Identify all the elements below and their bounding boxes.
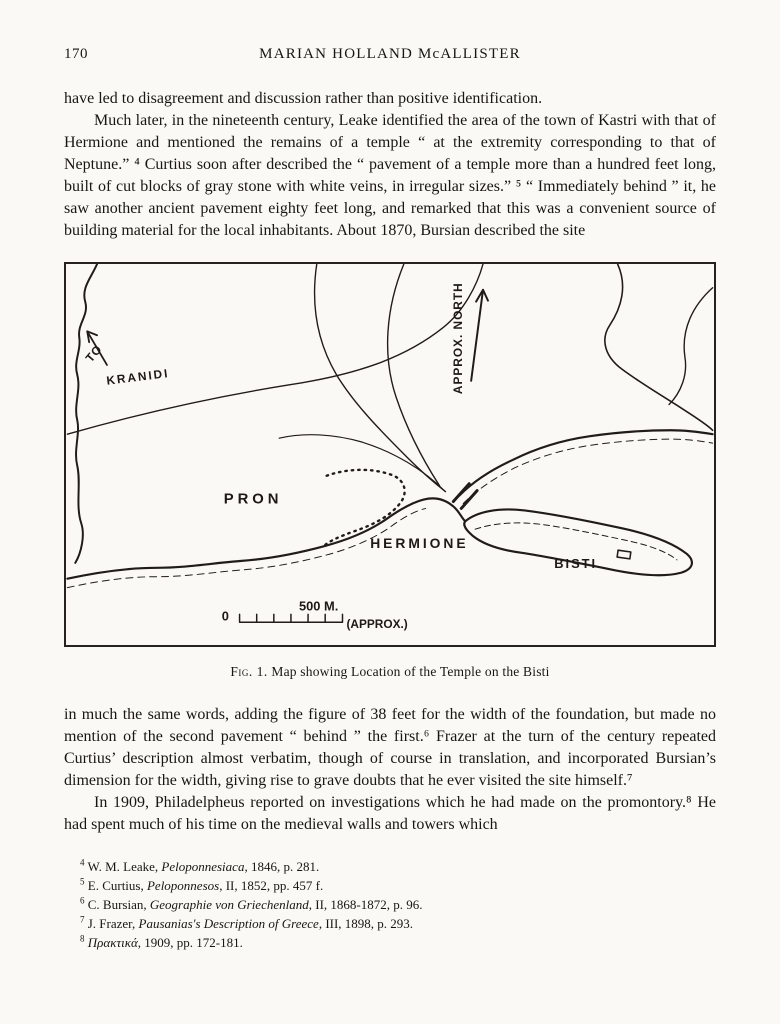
footnote-text: , II, 1852, pp. 457 f. xyxy=(219,878,324,893)
footnote-text: C. Bursian, xyxy=(84,897,150,912)
footnote-marker: 8 xyxy=(80,933,85,944)
road-path xyxy=(388,264,440,486)
footnote-text: E. Curtius, xyxy=(84,878,147,893)
peninsula-hatch xyxy=(475,523,677,560)
article-body xyxy=(64,88,716,836)
footnote-4 xyxy=(64,857,716,876)
footnote-text: , 1909, pp. 172-181. xyxy=(137,935,243,950)
footnote-marker: 6 xyxy=(80,895,85,906)
figure-caption xyxy=(64,661,716,683)
footnote-title: Peloponnesos xyxy=(146,878,220,893)
coastline-hatch xyxy=(463,439,712,503)
temple-mark xyxy=(617,550,631,559)
figure-caption-text: Map showing Location of the Temple on the Bisti xyxy=(271,664,550,679)
footnote-title: Pausanias's Description of Greece xyxy=(138,916,319,931)
map-label-hermione: HERMIONE xyxy=(370,535,469,552)
footnote-marker: 7 xyxy=(80,914,85,925)
footnote-text: , 1846, p. 281. xyxy=(244,859,320,874)
paragraph-3: in much the same words, adding the figure of 38 feet for the width of the foundation, but made no mention of the second pavement “ behind ” the first.⁶ Frazer at the turn of the century repeated Curtius’ description almost verbatim, though of course in translation, and incorporated Bursian’s dimension for the width, giving rise to grave doubts that he ever visited the site himself.⁷ xyxy=(64,706,716,789)
footnote-text: J. Frazer, xyxy=(84,916,139,931)
figure-caption-label: Fig. 1. xyxy=(230,664,268,679)
scale-bar xyxy=(240,614,343,622)
terrain-path xyxy=(605,264,713,430)
map-figure xyxy=(64,262,716,683)
footnote-text: , III, 1898, p. 293. xyxy=(318,916,414,931)
footnote-6 xyxy=(64,895,716,914)
coastline-path xyxy=(459,430,712,495)
running-head xyxy=(64,46,716,63)
paragraph-4: In 1909, Philadelpheus reported on investigations which he had made on the promontory.⁸ He had spent much of his time on the medieval walls and towers which xyxy=(64,794,716,833)
road-path xyxy=(279,435,445,492)
stream-path xyxy=(75,264,97,563)
paragraph-1: have led to disagreement and discussion rather than positive identification. xyxy=(64,90,543,107)
map-canvas xyxy=(64,262,716,647)
road-path xyxy=(67,264,483,434)
page-number: 170 xyxy=(64,46,88,62)
footnote-5 xyxy=(64,876,716,895)
road-path xyxy=(315,264,446,492)
terrain-path xyxy=(669,288,713,405)
scale-approx-label: (APPROX.) xyxy=(346,617,408,632)
footnote-title: Geographie von Griechenland xyxy=(149,897,309,912)
footnote-text: W. M. Leake, xyxy=(84,859,162,874)
footnote-title: Peloponnesiaca xyxy=(161,859,245,874)
footnotes-section xyxy=(64,857,716,952)
footnote-text: , II, 1868-1872, p. 96. xyxy=(308,897,423,912)
map-label-approx-north: APPROX. NORTH xyxy=(451,282,466,395)
map-label-pron: PRON xyxy=(223,491,283,508)
paragraph-2: Much later, in the nineteenth century, Leake identified the area of the town of Kastri with that of Hermione and mentioned the remains of a temple “ at the extremity corresponding to that of Neptune.” ⁴ Curtius soon after described the “ pavement of a temple more than a hundred feet long, built of cut blocks of gray stone with white veins, in irregular sizes.” ⁵ “ Immediately behind ” it, he saw another ancient pavement eighty feet long, and remarked that this was a convenient source of building material for the local inhabitants. About 1870, Bursian described the site xyxy=(64,112,716,239)
footnote-title: Πρακτικά xyxy=(87,935,138,950)
footnote-8 xyxy=(64,933,716,952)
running-head-title: MARIAN HOLLAND McALLISTER xyxy=(259,46,521,62)
harbor-mole xyxy=(453,484,469,502)
north-arrow xyxy=(471,290,488,381)
footnote-marker: 5 xyxy=(80,876,85,887)
scale-zero-label: 0 xyxy=(221,608,229,624)
map-label-kranidi: KRANIDI xyxy=(105,366,171,388)
harbor-mole xyxy=(461,491,477,509)
scale-value-label: 500 M. xyxy=(298,598,339,614)
footnote-marker: 4 xyxy=(80,857,85,868)
footnote-7 xyxy=(64,914,716,933)
map-label-to: TO xyxy=(82,341,106,365)
map-drawing xyxy=(66,264,714,645)
map-label-bisti: BISTI xyxy=(554,555,598,571)
